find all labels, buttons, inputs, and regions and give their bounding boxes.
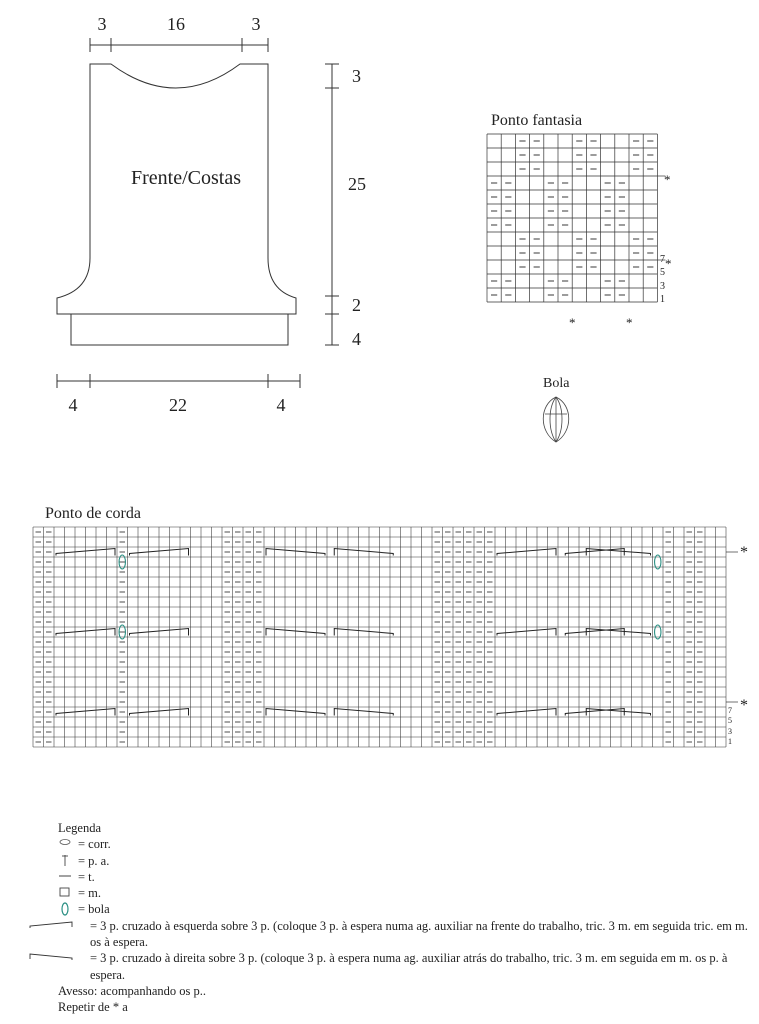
ponto-de-corda-title: Ponto de corda xyxy=(45,505,141,522)
side-dim-4: 4 xyxy=(352,329,361,349)
fantasia-repeat-mark-right: * xyxy=(664,172,671,187)
pa-icon xyxy=(58,853,78,867)
fantasia-row-5: 5 xyxy=(660,267,665,278)
fantasia-row-1: 1 xyxy=(660,294,665,305)
oval-icon xyxy=(58,836,78,850)
bola-icon xyxy=(58,901,78,917)
cable-cross xyxy=(334,549,393,556)
fantasia-row-3: 3 xyxy=(660,281,665,292)
cable-cross xyxy=(586,549,650,556)
fantasia-row-7: 7 xyxy=(660,254,665,265)
legend-text: = m. xyxy=(78,886,102,901)
bottom-dim-center: 22 xyxy=(169,395,187,415)
fantasia-repeat-mark-right: * xyxy=(665,256,672,271)
legend-text: = corr. xyxy=(78,837,111,852)
ponto-fantasia-title: Ponto fantasia xyxy=(491,112,583,129)
side-dim-25: 25 xyxy=(348,174,366,194)
corda-row-7: 7 xyxy=(728,706,732,715)
cable-cross xyxy=(586,629,650,636)
legend-item xyxy=(28,950,748,983)
waistband-outline xyxy=(71,314,288,345)
corda-repeat-mark: * xyxy=(740,544,748,561)
top-dim-right: 3 xyxy=(251,14,261,34)
cable-left-icon xyxy=(28,918,90,932)
ponto-de-corda-chart xyxy=(33,527,738,747)
side-dim-2: 2 xyxy=(352,295,361,315)
legend-item xyxy=(58,885,748,901)
bola-title: Bola xyxy=(543,376,570,391)
top-dim-left: 3 xyxy=(97,14,107,34)
top-dim-center: 16 xyxy=(167,14,185,34)
legend-item xyxy=(58,869,748,885)
legend-text: = p. a. xyxy=(78,853,110,868)
cable-cross xyxy=(334,709,393,716)
legend-title: Legenda xyxy=(58,821,102,835)
bottom-dim-right: 4 xyxy=(276,395,286,415)
corda-row-5: 5 xyxy=(728,716,732,725)
cable-cross xyxy=(334,629,393,636)
piece-label: Frente/Costas xyxy=(131,167,241,189)
legend-avesso: Avesso: acompanhando os p.. xyxy=(58,983,207,998)
corda-row-3: 3 xyxy=(728,727,732,736)
corda-repeat-mark: * xyxy=(740,697,748,714)
legend-item xyxy=(58,901,748,917)
legend-text: = 3 p. cruzado à esquerda sobre 3 p. (coloque 3 p. à espera numa ag. auxiliar na frente do trabalho, tric. 3 m. em seguida tric. em m. os à espera. xyxy=(90,918,748,950)
legend xyxy=(58,820,748,1016)
fantasia-repeat-mark-bottom: * xyxy=(626,315,633,330)
ponto-fantasia-chart xyxy=(487,134,665,302)
square-icon xyxy=(58,885,78,899)
legend-text: = bola xyxy=(78,902,110,917)
bola-icon xyxy=(543,397,569,442)
fantasia-repeat-mark-bottom: * xyxy=(569,315,576,330)
cable-right-icon xyxy=(28,950,90,964)
legend-repetir: Repetir de * a xyxy=(58,1000,128,1015)
legend-item xyxy=(58,853,748,869)
dash-icon xyxy=(58,869,78,883)
garment-schematic xyxy=(57,38,339,388)
cable-cross xyxy=(586,709,650,716)
legend-item xyxy=(28,918,748,951)
side-dim-3: 3 xyxy=(352,66,361,86)
corda-row-1: 1 xyxy=(728,737,732,746)
legend-item xyxy=(58,836,748,852)
legend-text: = t. xyxy=(78,869,95,884)
legend-text: = 3 p. cruzado à direita sobre 3 p. (coloque 3 p. à espera numa ag. auxiliar atrás do trabalho, tric. 3 m. em seguida em m. os p. à espera. xyxy=(90,951,728,982)
front-back-outline xyxy=(57,64,296,314)
bottom-dim-left: 4 xyxy=(68,395,78,415)
